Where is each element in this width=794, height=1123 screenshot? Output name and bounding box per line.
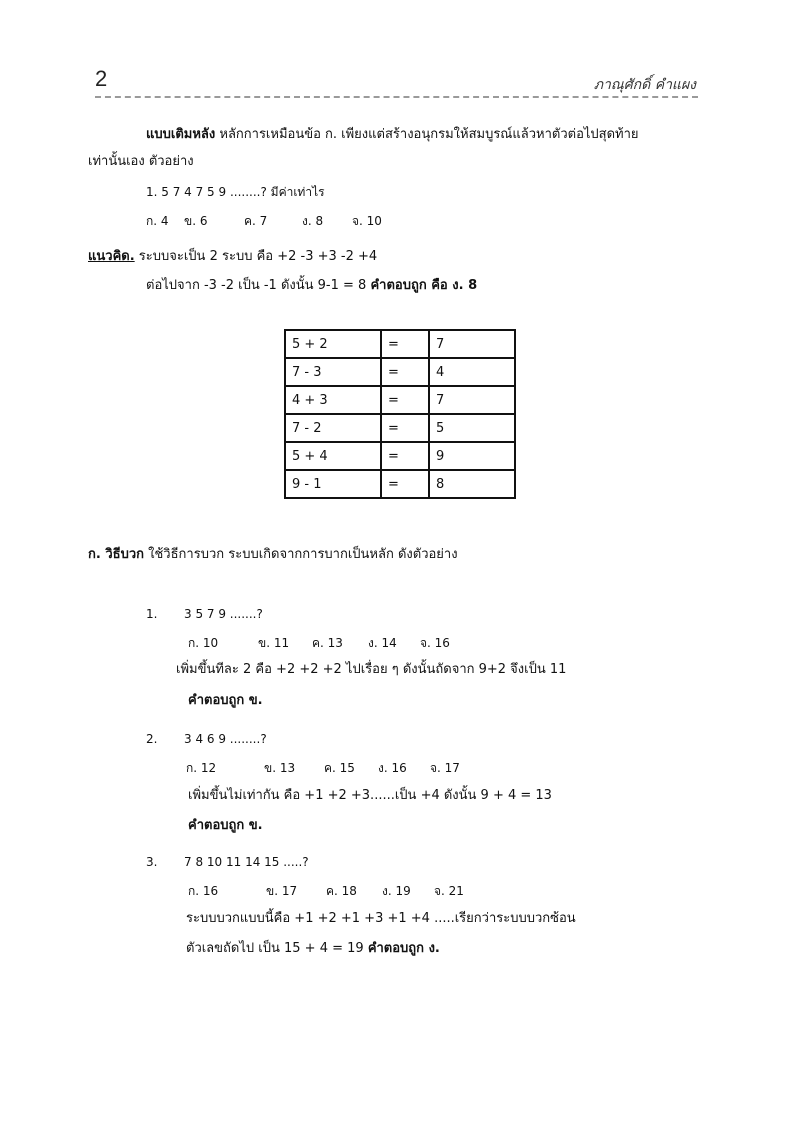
choice: ง. 16	[378, 761, 407, 775]
cell-result: 7	[429, 330, 515, 358]
cell-expr: 9 - 1	[285, 470, 381, 498]
table-row	[285, 330, 515, 358]
cell-result: 9	[429, 442, 515, 470]
choice: ค. 18	[326, 884, 357, 898]
problem-2-choices	[186, 759, 460, 777]
section-title: ก. วิธีบวก	[88, 547, 144, 562]
cell-eq: =	[381, 330, 429, 358]
choice: ง. 8	[302, 214, 324, 228]
problem-1-choices	[188, 634, 450, 652]
cell-eq: =	[381, 358, 429, 386]
problem-sequence: 3 4 6 9 ........?	[184, 732, 267, 746]
choice: ค. 15	[324, 761, 355, 775]
table-row	[285, 470, 515, 498]
choice: ก. 10	[188, 636, 219, 650]
header-author: ภาณุศักดิ์ คำแผง	[593, 77, 696, 93]
cell-expr: 4 + 3	[285, 386, 381, 414]
cell-expr: 5 + 4	[285, 442, 381, 470]
cell-eq: =	[381, 414, 429, 442]
problem-number: 3.	[146, 855, 158, 869]
choice: ค. 13	[312, 636, 343, 650]
choice: ค. 7	[244, 214, 268, 228]
intro-line-1	[146, 126, 639, 144]
problem-2-answer: คำตอบถูก ข.	[188, 818, 263, 833]
cell-result: 8	[429, 470, 515, 498]
cell-result: 7	[429, 386, 515, 414]
calculation-table	[284, 329, 516, 499]
concept-next-line	[146, 277, 477, 295]
choice: ข. 13	[264, 761, 296, 775]
section-desc: ใช้วิธีการบวก ระบบเกิดจากการบากเป็นหลัก ดังตัวอย่าง	[148, 547, 458, 562]
problem-3-explanation-2	[186, 940, 440, 958]
cell-eq: =	[381, 386, 429, 414]
problem-1-answer: คำตอบถูก ข.	[188, 693, 263, 708]
choice: ข. 17	[266, 884, 298, 898]
intro-line-2: เท่านั้นเอง ตัวอย่าง	[88, 154, 194, 169]
cell-expr: 7 - 3	[285, 358, 381, 386]
choice: ก. 12	[186, 761, 217, 775]
problem-2-question	[146, 730, 267, 748]
intro-term: แบบเติมหลัง	[146, 127, 216, 142]
choice: ข. 11	[258, 636, 290, 650]
choice: ง. 14	[368, 636, 397, 650]
table-row	[285, 442, 515, 470]
problem-sequence: 3 5 7 9 .......?	[184, 607, 263, 621]
choice: ก. 16	[188, 884, 219, 898]
example-question: 1. 5 7 4 7 5 9 ........? มีค่าเท่าไร	[146, 185, 325, 199]
answer-text: คำตอบถูก คือ ง. 8	[370, 278, 478, 293]
cell-expr: 5 + 2	[285, 330, 381, 358]
choice: จ. 21	[434, 884, 464, 898]
choice: ข. 6	[184, 214, 208, 228]
page-number: 2	[95, 66, 108, 91]
problem-2-explanation: เพิ่มขึ้นไม่เท่ากัน คือ +1 +2 +3......เป็น +4 ดังนั้น 9 + 4 = 13	[188, 788, 552, 803]
cell-expr: 7 - 2	[285, 414, 381, 442]
choice: ก. 4	[146, 214, 169, 228]
cell-eq: =	[381, 470, 429, 498]
table-row	[285, 386, 515, 414]
problem-1-question	[146, 605, 263, 623]
problem-number: 2.	[146, 732, 158, 746]
problem-3-answer: คำตอบถูก ง.	[367, 941, 440, 956]
choice: จ. 16	[420, 636, 450, 650]
problem-number: 1.	[146, 607, 158, 621]
intro-text: หลักการเหมือนข้อ ก. เพียงแต่สร้างอนุกรมให้สมบูรณ์แล้วหาตัวต่อไปสุดท้าย	[219, 127, 639, 142]
cell-eq: =	[381, 442, 429, 470]
table-row	[285, 414, 515, 442]
cell-result: 5	[429, 414, 515, 442]
choice: จ. 10	[352, 214, 382, 228]
table-row	[285, 358, 515, 386]
problem-3-explanation: ระบบบวกแบบนี้คือ +1 +2 +1 +3 +1 +4 .....เรียกว่าระบบบวกซ้อน	[186, 911, 576, 926]
problem-3-choices	[188, 882, 464, 900]
header-divider	[95, 96, 698, 98]
explanation-text: ตัวเลขถัดไป เป็น 15 + 4 = 19	[186, 941, 364, 956]
concept-text: ระบบจะเป็น 2 ระบบ คือ +2 -3 +3 -2 +4	[138, 249, 378, 264]
concept-line	[88, 248, 377, 266]
choice: จ. 17	[430, 761, 460, 775]
choice: ง. 19	[382, 884, 411, 898]
problem-1-explanation: เพิ่มขึ้นทีละ 2 คือ +2 +2 +2 ไปเรื่อย ๆ ดังนั้นถัดจาก 9+2 จึงเป็น 11	[176, 662, 567, 677]
cell-result: 4	[429, 358, 515, 386]
example-choices	[146, 212, 382, 230]
next-text: ต่อไปจาก -3 -2 เป็น -1 ดังนั้น 9-1 = 8	[146, 278, 367, 293]
problem-3-question	[146, 853, 309, 871]
concept-label: แนวคิด.	[88, 249, 135, 264]
problem-sequence: 7 8 10 11 14 15 .....?	[184, 855, 309, 869]
section-heading	[88, 546, 458, 564]
